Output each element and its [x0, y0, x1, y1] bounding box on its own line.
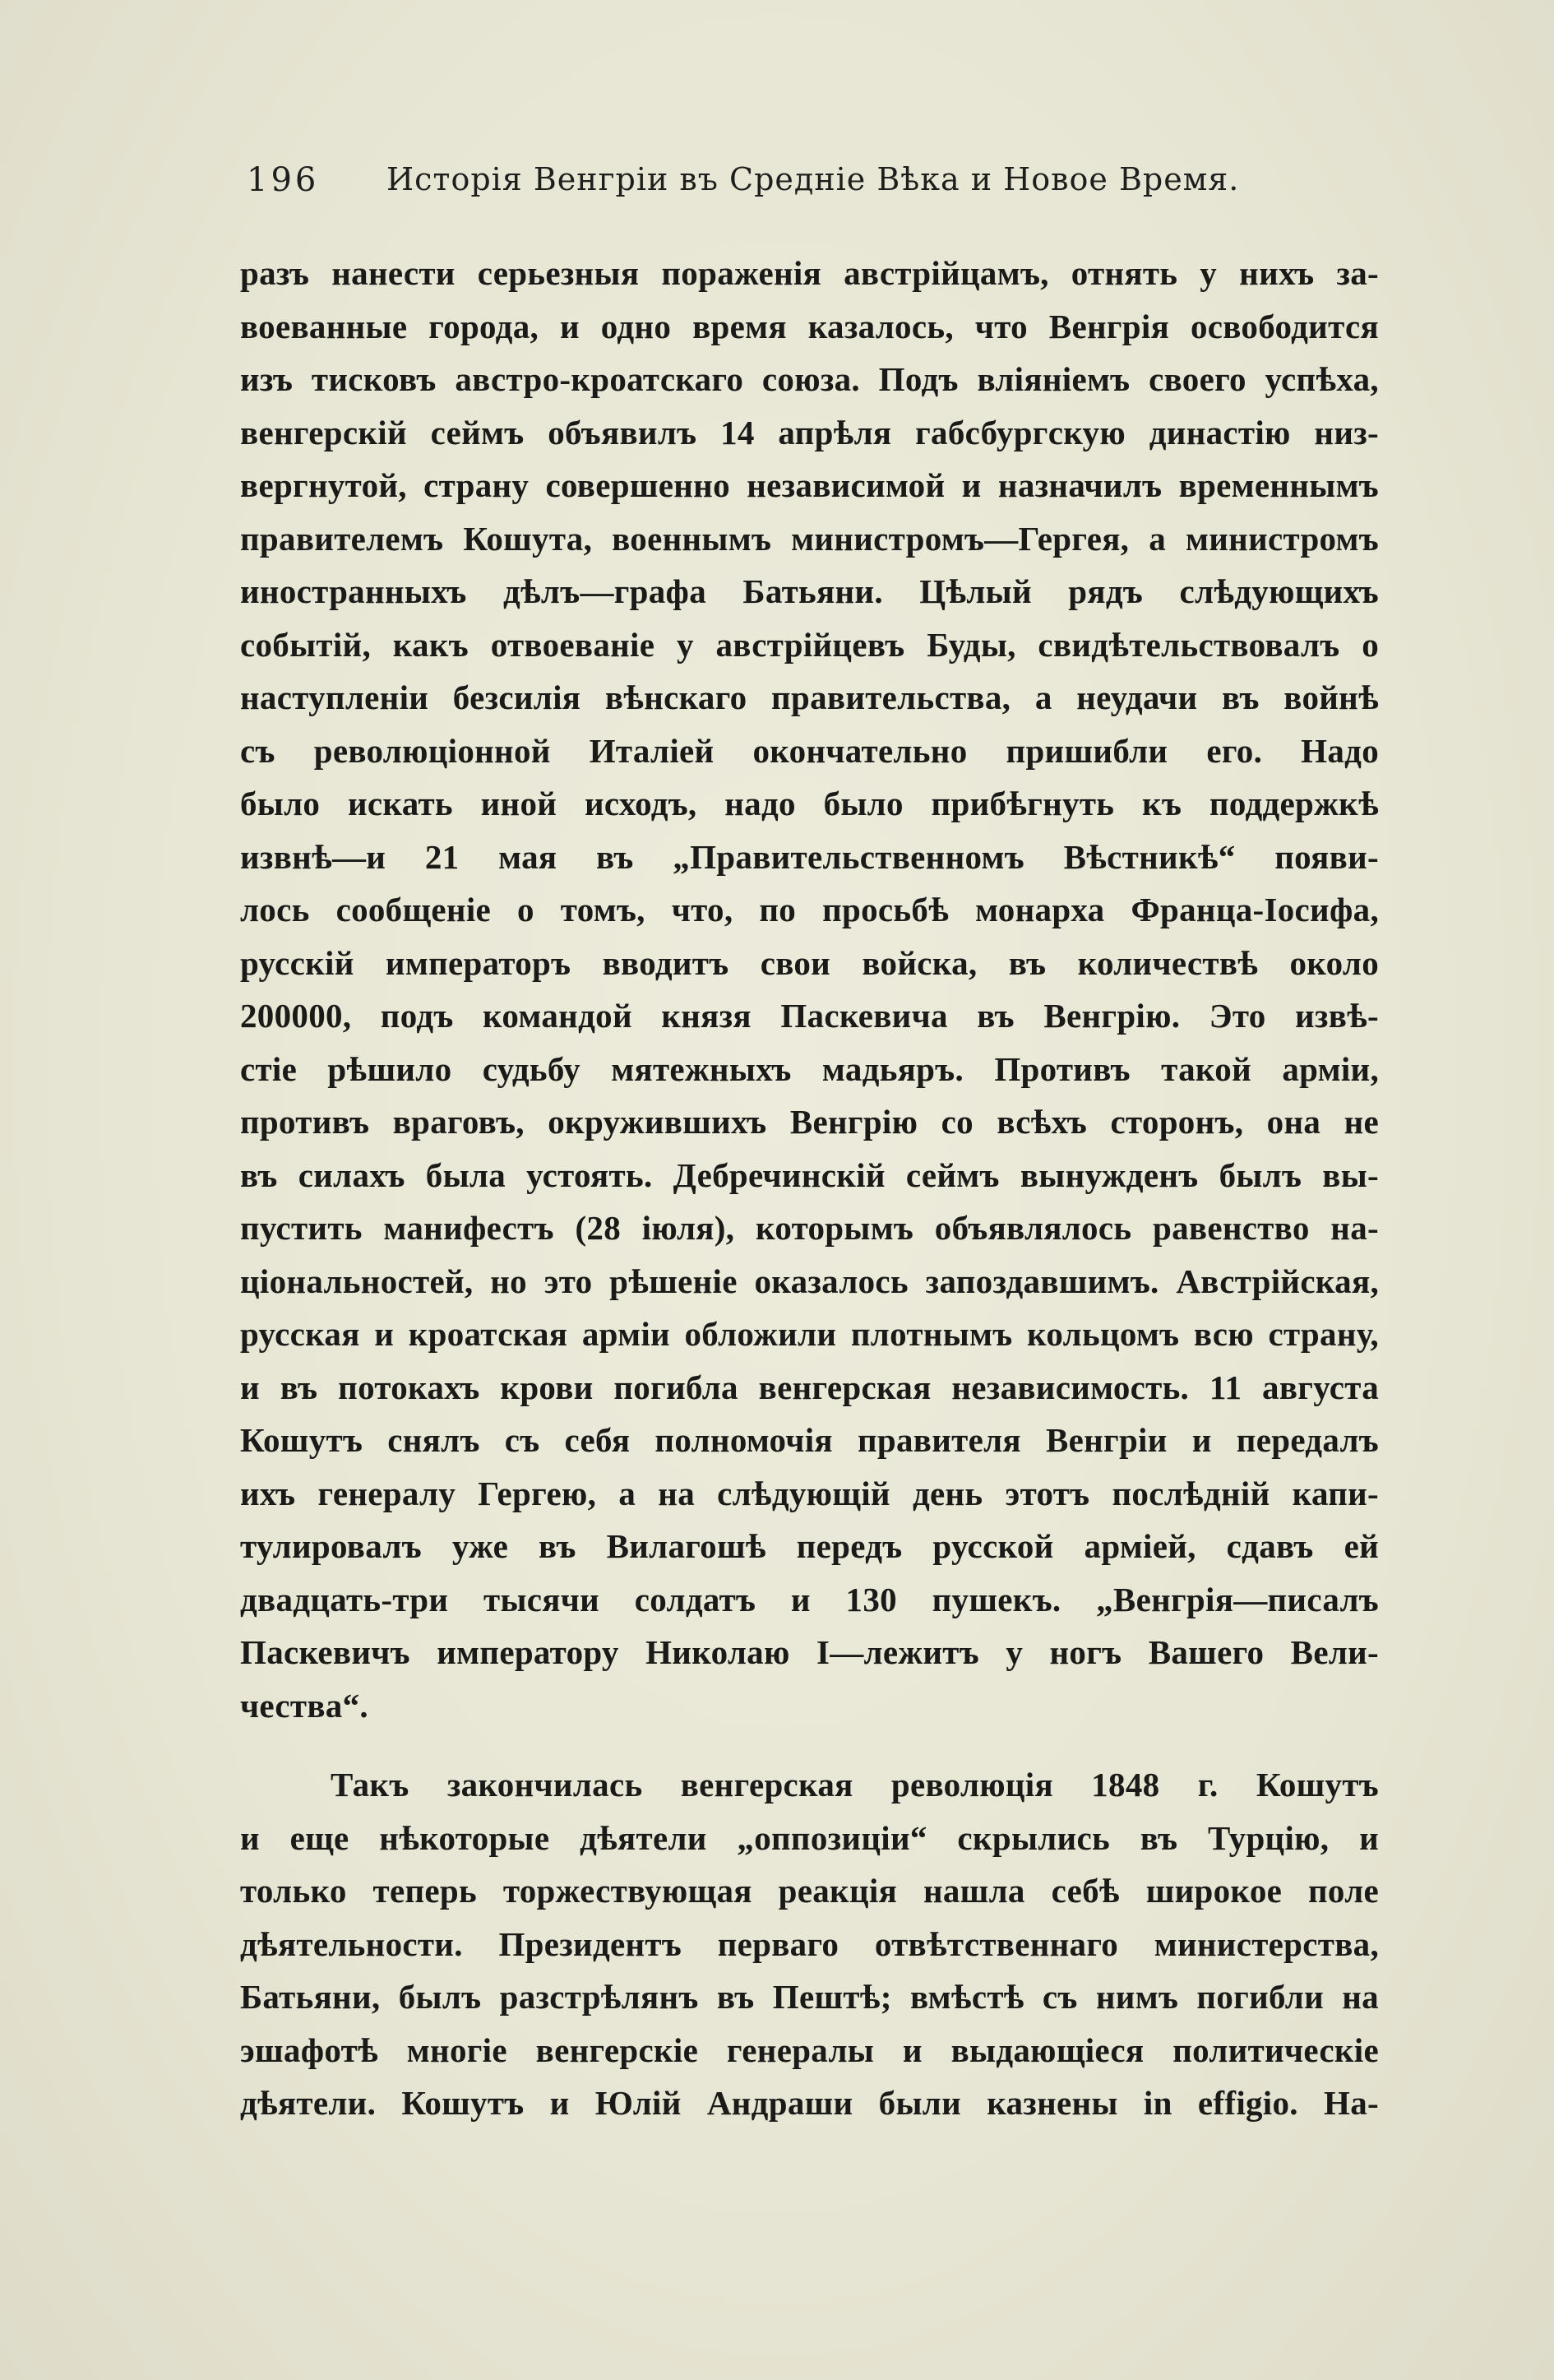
text-line: воеванные города, и одно время казалось, что Венгрія освободится — [240, 307, 1379, 345]
text-line: изъ тисковъ австро-кроатскаго союза. Подъ вліяніемъ своего успѣха, — [240, 360, 1379, 398]
text-line: и еще нѣкоторые дѣятели „оппозиціи“ скрылись въ Турцію, и — [240, 1818, 1379, 1857]
text-line: лось сообщеніе о томъ, что, по просьбѣ монарха Франца-Іосифа, — [240, 891, 1379, 928]
running-title: Исторія Венгріи въ Средніе Вѣка и Новое Время. — [386, 161, 1240, 197]
text-line: эшафотѣ многіе венгерскіе генералы и выдающіеся политическіе — [240, 2030, 1379, 2069]
page-header — [247, 161, 1316, 211]
text-line: Паскевичъ императору Николаю I—лежитъ у ногъ Вашего Вели- — [240, 1633, 1379, 1671]
text-line: дѣятельности. Президентъ перваго отвѣтственнаго министерства, — [240, 1924, 1379, 1963]
text-line: иностранныхъ дѣлъ—графа Батьяни. Цѣлый рядъ слѣдующихъ — [240, 572, 1379, 610]
text-line: противъ враговъ, окружившихъ Венгрію со всѣхъ сторонъ, она не — [240, 1103, 1379, 1141]
text-line: русскій императоръ вводитъ свои войска, въ количествѣ около — [240, 943, 1379, 982]
text-line: и въ потокахъ крови погибла венгерская независимость. 11 августа — [240, 1368, 1379, 1406]
text-line: дѣятели. Кошутъ и Юлій Андраши были казнены in effigio. На- — [240, 2084, 1379, 2122]
text-line: венгерскій сеймъ объявилъ 14 апрѣля габсбургскую династію низ- — [240, 413, 1379, 451]
text-line: было искать иной исходъ, надо было прибѣгнуть къ поддержкѣ — [240, 785, 1379, 822]
text-line: Батьяни, былъ разстрѣлянъ въ Пештѣ; вмѣстѣ съ нимъ погибли на — [240, 1978, 1379, 2016]
paragraph-2 — [240, 1758, 1379, 2130]
text-line: въ силахъ была устоять. Дебречинскій сеймъ вынужденъ былъ вы- — [240, 1155, 1379, 1194]
text-line: чества“. — [240, 1686, 368, 1725]
page-number: 196 — [247, 161, 320, 199]
text-line: двадцать-три тысячи солдатъ и 130 пушекъ. „Венгрія—писалъ — [240, 1580, 1379, 1618]
text-line: наступленіи безсилія вѣнскаго правительства, а неудачи въ войнѣ — [240, 678, 1379, 716]
text-line: 200000, подъ командой князя Паскевича въ Венгрію. Это извѣ- — [240, 997, 1379, 1035]
text-line: Такъ закончилась венгерская революція 1848 г. Кошутъ — [331, 1766, 1379, 1804]
text-line: правителемъ Кошута, военнымъ министромъ—Гергея, а министромъ — [240, 519, 1379, 558]
paragraph-1 — [240, 247, 1379, 1732]
text-line: только теперь торжествующая реакція нашла себѣ широкое поле — [240, 1872, 1379, 1910]
text-line: Кошутъ снялъ съ себя полномочія правителя Венгріи и передалъ — [240, 1421, 1379, 1459]
text-line: съ революціонной Италіей окончательно пришибли его. Надо — [240, 731, 1379, 770]
text-line: событій, какъ отвоеваніе у австрійцевъ Буды, свидѣтельствовалъ о — [240, 625, 1379, 664]
paragraph-gap — [240, 1732, 1379, 1758]
text-line: разъ нанести серьезныя пораженія австрійцамъ, отнять у нихъ за- — [240, 254, 1379, 292]
text-line: ціональностей, но это рѣшеніе оказалось запоздавшимъ. Австрійская, — [240, 1262, 1379, 1300]
text-line: пустить манифестъ (28 іюля), которымъ объявлялось равенство на- — [240, 1209, 1379, 1247]
text-line: извнѣ—и 21 мая въ „Правительственномъ Вѣстникѣ“ появи- — [240, 837, 1379, 876]
body-text — [240, 247, 1379, 2130]
text-line: ихъ генералу Гергею, а на слѣдующій день этотъ послѣдній капи- — [240, 1474, 1379, 1512]
text-line: стіе рѣшило судьбу мятежныхъ мадьяръ. Противъ такой арміи, — [240, 1049, 1379, 1088]
text-line: русская и кроатская арміи обложили плотнымъ кольцомъ всю страну, — [240, 1315, 1379, 1353]
text-line: вергнутой, страну совершенно независимой и назначилъ временнымъ — [240, 466, 1379, 504]
text-line: тулировалъ уже въ Вилагошѣ передъ русской арміей, сдавъ ей — [240, 1527, 1379, 1565]
